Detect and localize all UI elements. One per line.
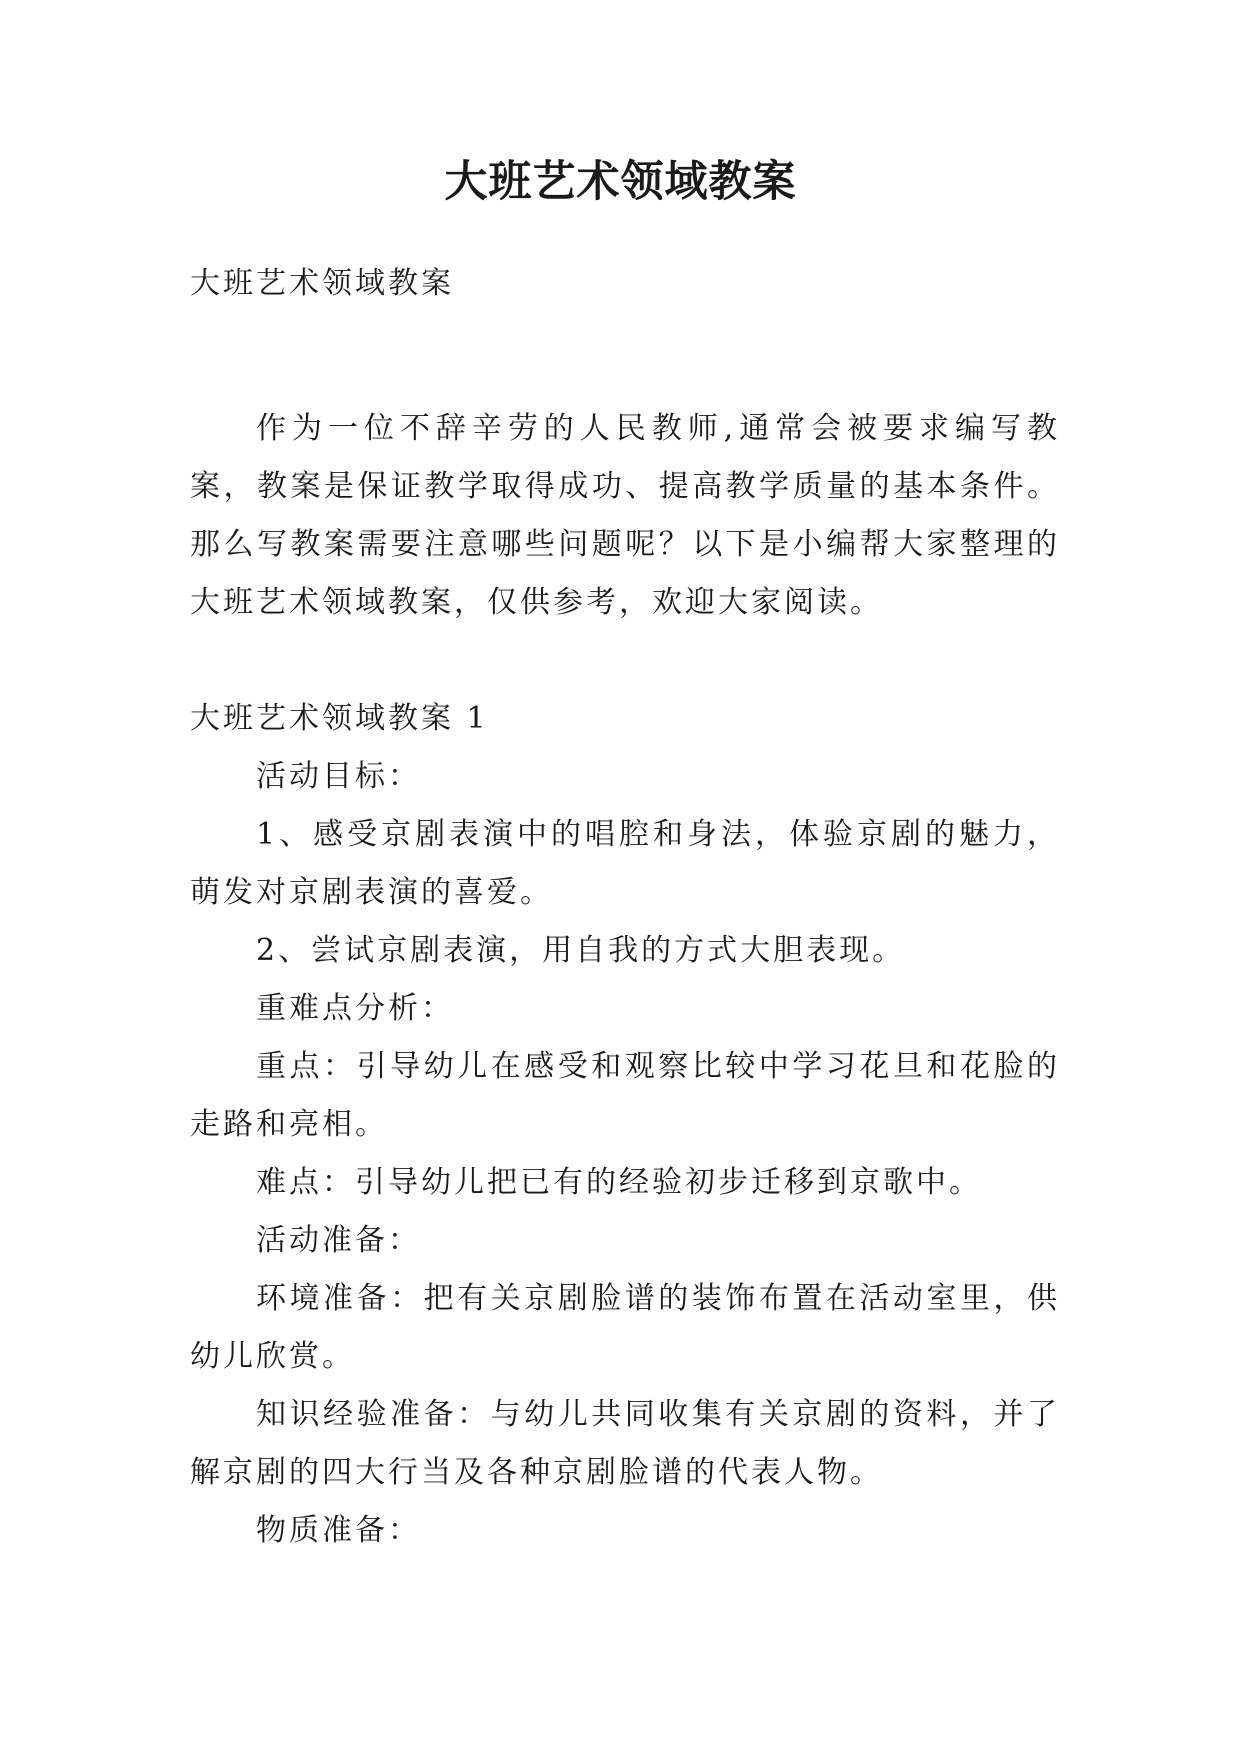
material-prep-heading: 物质准备： [256,1513,421,1548]
environment-prep-paragraph: 环境准备：把有关京剧脸谱的装饰布置在活动室里，供幼儿欣赏。 [190,1281,1060,1374]
prep-heading: 活动准备： [256,1223,421,1258]
document-title: 大班艺术领域教案 [444,157,797,207]
intro-paragraph: 作为一位不辞辛劳的人民教师,通常会被要求编写教案，教案是保证教学取得成功、提高教学质量的基本条件。那么写教案需要注意哪些问题呢？以下是小编帮大家整理的大班艺术领域教案，仅供参考，欢迎大家阅读。 [190,411,1060,620]
difficulty-paragraph: 难点：引导幼儿把已有的经验初步迁移到京歌中。 [256,1165,982,1200]
knowledge-prep-paragraph: 知识经验准备：与幼儿共同收集有关京剧的资料，并了解京剧的四大行当及各种京剧脸谱的代表人物。 [190,1397,1060,1490]
goal-heading: 活动目标： [256,759,421,794]
document-subtitle: 大班艺术领域教案 [190,266,454,301]
goal-item-1: 1、感受京剧表演中的唱腔和身法，体验京剧的魅力，萌发对京剧表演的喜爱。 [190,817,1060,910]
key-point-paragraph: 重点：引导幼儿在感受和观察比较中学习花旦和花脸的走路和亮相。 [190,1049,1060,1142]
section-heading: 大班艺术领域教案 1 [190,701,489,736]
key-heading: 重难点分析： [256,991,454,1026]
goal-item-2: 2、尝试京剧表演，用自我的方式大胆表现。 [256,933,906,968]
